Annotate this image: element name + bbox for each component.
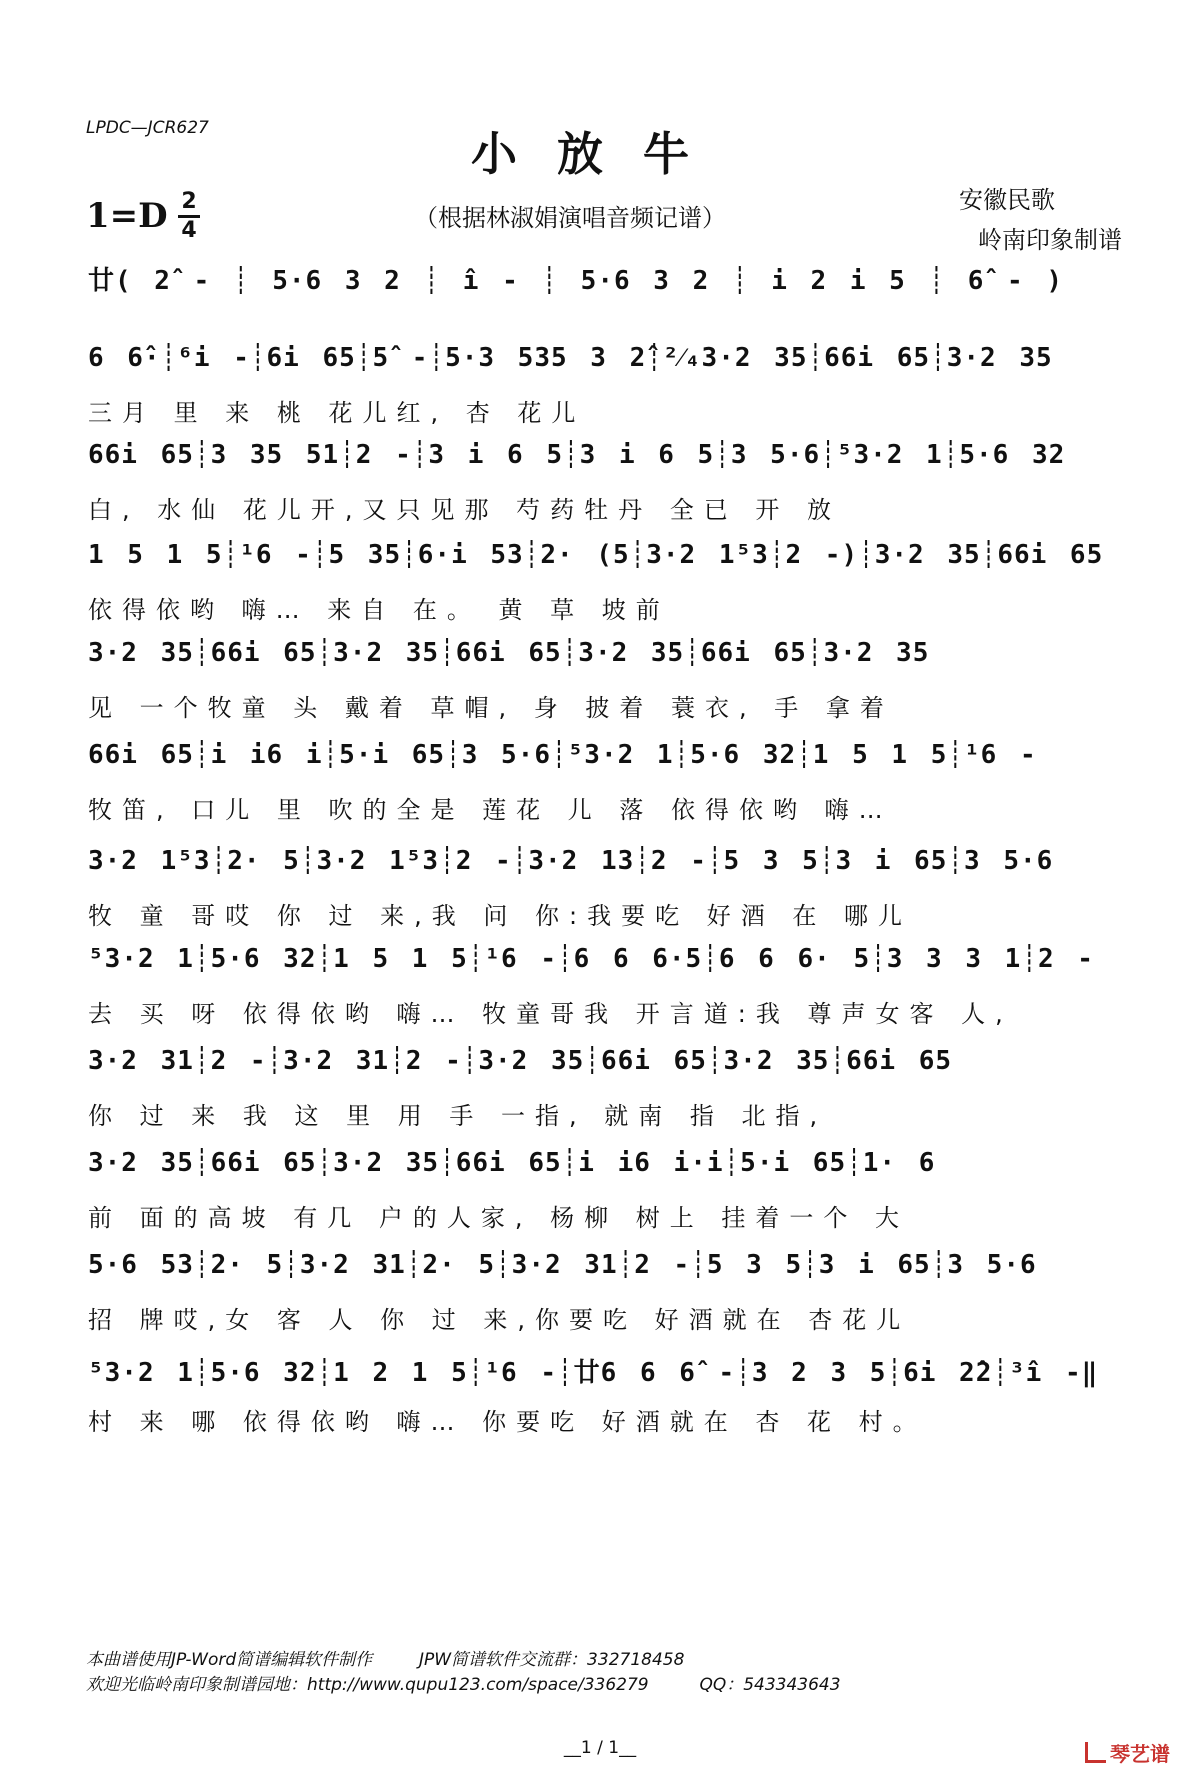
notation-row (88, 343, 1118, 379)
footer-qq: QQ：543343643 (699, 1675, 841, 1695)
key-signature: 1=D (86, 196, 168, 236)
notation-row (88, 440, 1118, 476)
lyrics-line: 你 过 来 我 这 里 用 手 一指, 就南 指 北指, (88, 1102, 828, 1130)
lyrics-line: 白, 水仙 花儿开,又只见那 芍药牡丹 全已 开 放 (88, 496, 842, 524)
notation-row (88, 740, 1118, 776)
notation-text: ⁵3·2 1┊5·6 32┊1 2 1 5┊¹6 -┊廿6 6 6̂ -┊3 2 3 5┊6i 2̂2┊³î -‖ (88, 1358, 1099, 1388)
notation-row (88, 944, 1118, 980)
footer-website[interactable]: 欢迎光临岭南印象制谱园地：http://www.qupu123.com/space/336279 (86, 1675, 649, 1695)
notation-row (88, 846, 1118, 882)
time-numerator: 2 (181, 189, 197, 214)
footer-group: JPW简谱软件交流群：332718458 (418, 1650, 685, 1670)
page-number: __1 / 1__ (563, 1738, 637, 1758)
notation-text: 66i 65┊i i6 i┊5·i 65┊3 5·6┊⁵3·2 1┊5·6 32┊1 5 1 5┊¹6 - (88, 740, 1037, 770)
footer-line-2 (86, 1670, 841, 1695)
notation-text: ⁵3·2 1┊5·6 32┊1 5 1 5┊¹6 -┊6 6 6·5┊6 6 6· 5┊3 3 3 1┊2 - (88, 944, 1094, 974)
lyrics-line: 牧笛, 口儿 里 吹的全是 莲花 儿 落 依得依哟 嗨… (88, 796, 893, 824)
notation-text: 1 5 1 5┊¹6 -┊5 35┊6·i 53┊2· (5┊3·2 1⁵3┊2 -)┊3·2 35┊66i 65 (88, 540, 1104, 570)
notation-text: 5·6 53┊2· 5┊3·2 31┊2· 5┊3·2 31┊2 -┊5 3 5┊3 i 65┊3 5·6 (88, 1250, 1037, 1280)
document-code: LPDC—JCR627 (86, 118, 209, 138)
notation-text: 3·2 35┊66i 65┊3·2 35┊66i 65┊3·2 35┊66i 65┊3·2 35 (88, 638, 930, 668)
notation-text: 6 6̂·┊⁶i -┊6i 65┊5̂ -┊5·3 535 3 2̂┊²⁄₄3·2 35┊66i 65┊3·2 35 (88, 343, 1053, 373)
notation-row (88, 1250, 1118, 1286)
site-logo (1085, 1738, 1170, 1767)
notation-row (88, 540, 1118, 576)
lyrics-line: 村 来 哪 依得依哟 嗨… 你要吃 好酒就在 杏 花 村。 (88, 1408, 927, 1436)
footer-line-1 (86, 1645, 684, 1670)
notation-row (88, 1046, 1118, 1082)
lyrics-line: 见 一个牧童 头 戴着 草帽, 身 披着 蓑衣, 手 拿着 (88, 694, 894, 722)
notation-row (88, 260, 1118, 296)
lyrics-line: 招 牌哎,女 客 人 你 过 来,你要吃 好酒就在 杏花儿 (88, 1306, 911, 1334)
notation-text: 3·2 31┊2 -┊3·2 31┊2 -┊3·2 35┊66i 65┊3·2 35┊66i 65 (88, 1046, 953, 1076)
notation-text: 廿( 2̂ - ┊ 5·6 3 2 ┊ î - ┊ 5·6 3 2 ┊ i 2 i 5 ┊ 6̂ - ) (88, 266, 1064, 296)
lyrics-line: 依得依哟 嗨… 来自 在。 黄 草 坡前 (88, 596, 670, 624)
time-denominator: 4 (181, 218, 197, 243)
notation-text: 3·2 35┊66i 65┊3·2 35┊66i 65┊i i6 i·i┊5·i 65┊1· 6 (88, 1148, 936, 1178)
lyrics-line: 三月 里 来 桃 花儿红, 杏 花儿 (88, 399, 586, 427)
lyrics-line: 前 面的高坡 有几 户的人家, 杨柳 树上 挂着一个 大 (88, 1204, 910, 1232)
logo-text: 琴艺谱 (1110, 1742, 1170, 1766)
subtitle: （根据林淑娟演唱音频记谱） (414, 204, 726, 232)
notation-text: 66i 65┊3 35 51┊2 -┊3 i 6 5┊3 i 6 5┊3 5·6┊⁵3·2 1┊5·6 32 (88, 440, 1066, 470)
page-number-text: 1 / 1 (580, 1738, 620, 1758)
notation-row (88, 1352, 1118, 1388)
lyrics-line: 去 买 呀 依得依哟 嗨… 牧童哥我 开言道:我 尊声女客 人, (88, 1000, 1013, 1028)
credit-maker: 岭南印象制谱 (978, 226, 1122, 254)
notation-text: 3·2 1⁵3┊2· 5┊3·2 1⁵3┊2 -┊3·2 13┊2 -┊5 3 5┊3 i 65┊3 5·6 (88, 846, 1054, 876)
footer-software: 本曲谱使用JP-Word简谱编辑软件制作 (86, 1650, 373, 1670)
credit-origin: 安徽民歌 (959, 186, 1055, 214)
lyrics-line: 牧 童 哥哎 你 过 来,我 问 你:我要吃 好酒 在 哪儿 (88, 902, 913, 930)
notation-row (88, 638, 1118, 674)
song-title: 小放牛 (471, 127, 729, 181)
notation-row (88, 1148, 1118, 1184)
logo-icon (1085, 1742, 1106, 1763)
